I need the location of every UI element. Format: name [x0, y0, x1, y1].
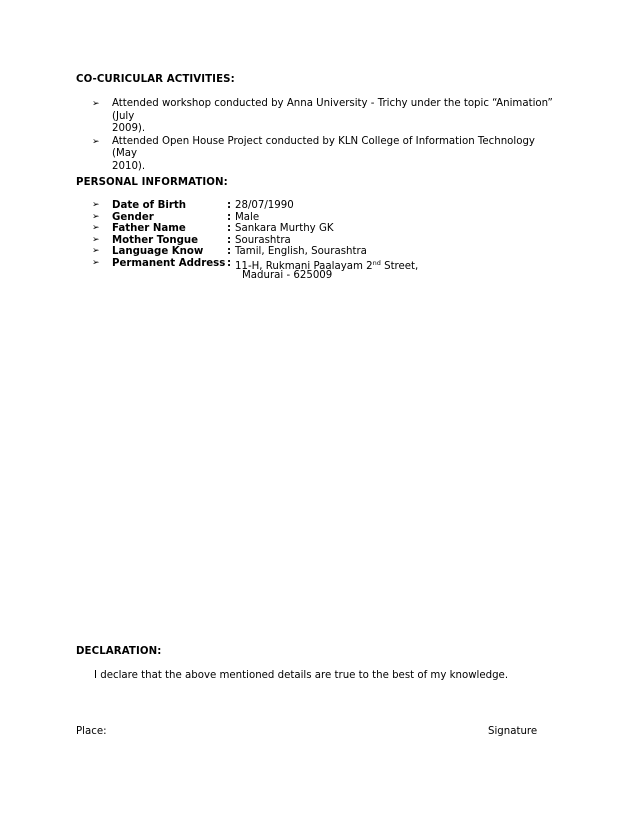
field-colon: : — [227, 234, 232, 246]
field-value: Male — [235, 211, 260, 223]
arrow-bullet-icon: ➢ — [92, 246, 100, 257]
field-colon: : — [227, 211, 232, 223]
list-item-text-cont: 2009). — [112, 123, 146, 135]
field-colon: : — [227, 257, 232, 269]
cocurricular-heading: CO-CURICULAR ACTIVITIES: — [76, 74, 235, 85]
arrow-bullet-icon: ➢ — [92, 136, 100, 147]
declaration-heading: DECLARATION: — [76, 646, 162, 657]
field-label: Language Know — [112, 246, 204, 258]
address-line1-post: Street, — [380, 260, 419, 272]
personal-field-row-address — [92, 258, 562, 284]
field-value: Sourashtra — [235, 234, 291, 246]
field-value: 28/07/1990 — [235, 200, 294, 211]
address-ordinal: nd — [372, 258, 381, 267]
address-line2: Madurai - 625009 — [242, 269, 333, 281]
field-colon: : — [227, 223, 232, 235]
arrow-bullet-icon: ➢ — [92, 200, 100, 210]
arrow-bullet-icon: ➢ — [92, 99, 100, 109]
declaration-text: I declare that the above mentioned details are true to the best of my knowledge. — [94, 670, 509, 681]
arrow-bullet-icon: ➢ — [92, 223, 100, 234]
field-label: Permanent Address — [112, 257, 226, 269]
place-label: Place: — [76, 726, 107, 737]
personal-heading: PERSONAL INFORMATION: — [76, 177, 228, 188]
field-label: Date of Birth — [112, 200, 187, 211]
personal-field-row — [92, 246, 562, 258]
personal-info-list — [92, 200, 562, 284]
list-item-text-cont: 2010). — [112, 160, 146, 172]
arrow-bullet-icon: ➢ — [92, 257, 100, 268]
arrow-bullet-icon: ➢ — [92, 234, 100, 245]
arrow-bullet-icon: ➢ — [92, 211, 100, 222]
personal-field-row — [92, 200, 562, 212]
personal-field-row — [92, 223, 562, 235]
field-label: Gender — [112, 211, 154, 223]
field-colon: : — [227, 200, 232, 211]
field-value: Sankara Murthy GK — [235, 223, 334, 235]
list-item — [92, 98, 562, 136]
list-item — [92, 136, 562, 174]
field-label: Father Name — [112, 223, 186, 235]
personal-field-row — [92, 212, 562, 224]
field-value: Tamil, English, Sourashtra — [235, 246, 367, 258]
personal-field-row — [92, 235, 562, 247]
address-line1-pre: 11-H, Rukmani Paalayam 2 — [235, 260, 373, 272]
signature-label: Signature — [488, 726, 538, 737]
list-item-text: Attended workshop conducted by Anna University - Trichy under the topic “Animation” (July — [112, 98, 553, 122]
field-label: Mother Tongue — [112, 234, 199, 246]
field-colon: : — [227, 246, 232, 258]
list-item-text: Attended Open House Project conducted by KLN College of Information Technology (May — [112, 135, 535, 160]
cocurricular-list — [92, 98, 562, 174]
